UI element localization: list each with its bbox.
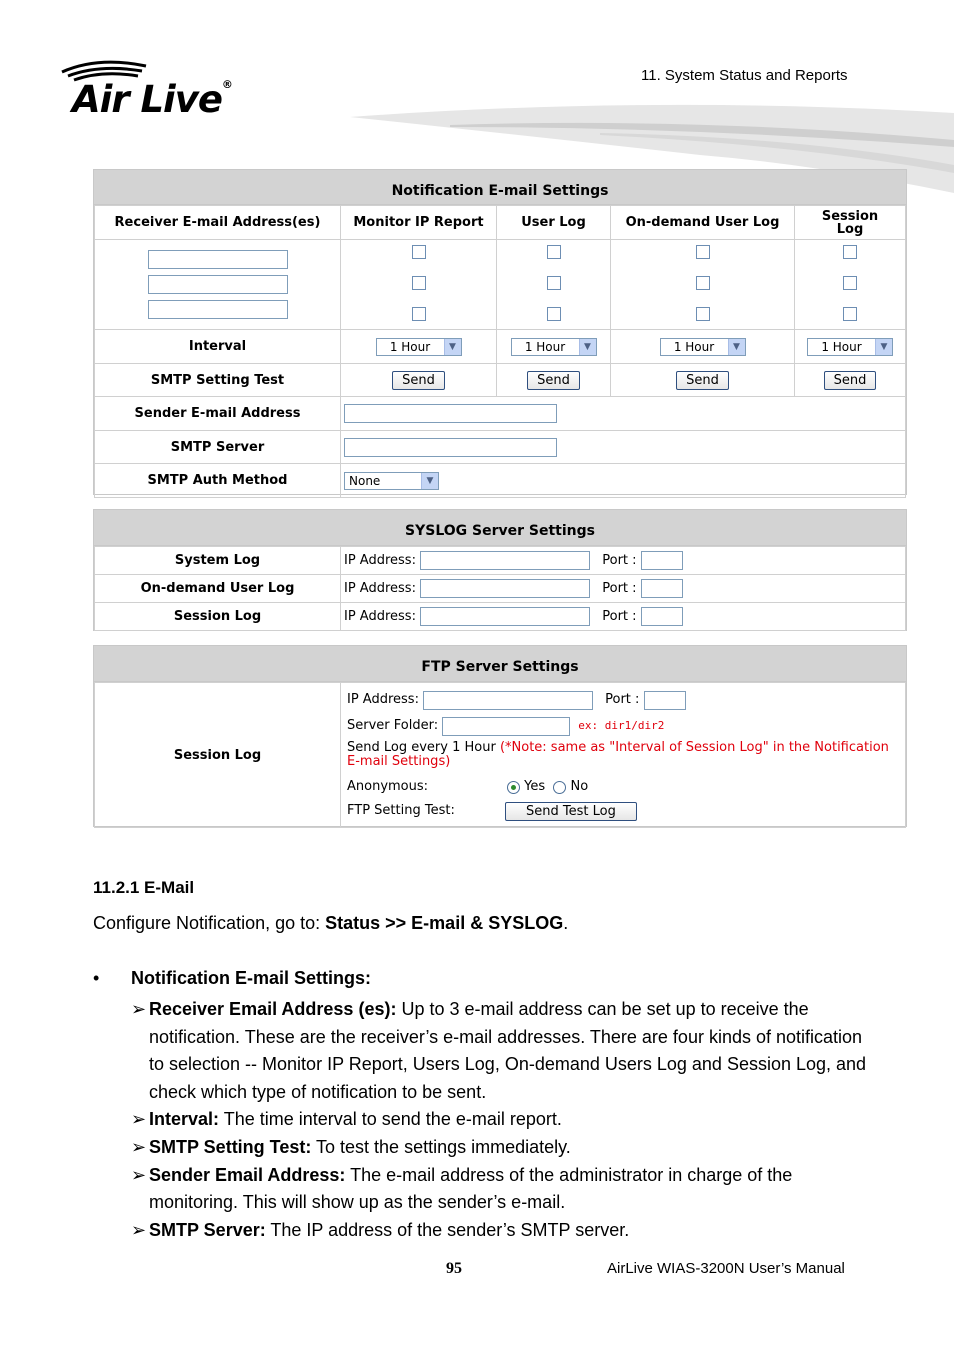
port-label: Port : xyxy=(602,609,637,624)
column-ondemand-log: On-demand User Log xyxy=(611,206,795,240)
ftp-port-label: Port : xyxy=(605,692,640,707)
send-button-ondemand[interactable]: Send xyxy=(676,371,729,390)
interval-select-user[interactable]: 1 Hour ▼ xyxy=(511,338,597,356)
ftp-settings-panel xyxy=(93,645,907,827)
syslog-settings-panel xyxy=(93,509,907,631)
ondemand-log-checkbox-2[interactable] xyxy=(696,276,710,290)
chevron-down-icon: ▼ xyxy=(421,473,438,489)
user-log-checkbox-1[interactable] xyxy=(547,245,561,259)
receiver-email-input-3[interactable] xyxy=(148,300,288,319)
ftp-session-label: Session Log xyxy=(95,683,341,828)
manual-title: AirLive WIAS-3200N User’s Manual xyxy=(607,1260,845,1277)
chevron-down-icon: ▼ xyxy=(579,339,596,355)
smtp-server-input[interactable] xyxy=(344,438,557,457)
ip-label: IP Address: xyxy=(344,609,416,624)
ftp-folder-hint: ex: dir1/dir2 xyxy=(578,719,665,732)
port-label: Port : xyxy=(602,553,637,568)
list-item: ➢ SMTP Server: The IP address of the sender’s SMTP server. xyxy=(131,1219,630,1240)
column-receiver: Receiver E-mail Address(es) xyxy=(95,206,341,240)
bullet-heading: • Notification E-mail Settings: xyxy=(93,968,372,988)
interval-select-ondemand[interactable]: 1 Hour ▼ xyxy=(660,338,746,356)
anon-no-radio[interactable] xyxy=(553,781,566,794)
sender-email-input[interactable] xyxy=(344,404,557,423)
receiver-email-input-2[interactable] xyxy=(148,275,288,294)
ftp-send-every: Send Log every 1 Hour xyxy=(347,740,496,755)
chevron-down-icon: ▼ xyxy=(444,339,461,355)
sender-email-label: Sender E-mail Address xyxy=(95,397,341,431)
ondemand-log-checkbox-1[interactable] xyxy=(696,245,710,259)
syslog-ondemand-label: On-demand User Log xyxy=(95,575,341,603)
syslog-session-ip-input[interactable] xyxy=(420,607,590,626)
intro-paragraph: Configure Notification, go to: Status >> E-mail & SYSLOG. xyxy=(93,913,569,933)
list-item: ➢ Sender Email Address: The e-mail address of the administrator in charge of the monitoring. This will show up as the sender’s e-mail. xyxy=(131,1164,793,1213)
ftp-ip-input[interactable] xyxy=(423,691,593,710)
column-user-log: User Log xyxy=(497,206,611,240)
ftp-anon-label: Anonymous: xyxy=(347,779,429,794)
chevron-down-icon: ▼ xyxy=(728,339,745,355)
interval-label: Interval xyxy=(95,330,341,364)
interval-select-session[interactable]: 1 Hour ▼ xyxy=(807,338,893,356)
anon-yes-radio[interactable] xyxy=(507,781,520,794)
anon-no-label: No xyxy=(570,779,589,794)
brand-logo: Air Live® xyxy=(72,78,232,121)
settings-description-list xyxy=(131,996,871,1244)
ip-label: IP Address: xyxy=(344,553,416,568)
monitor-ip-checkbox-1[interactable] xyxy=(412,245,426,259)
list-item: ➢ Interval: The time interval to send the e-mail report. xyxy=(131,1109,562,1130)
list-item: ➢ Receiver Email Address (es): Up to 3 e-mail address can be set up to receive the notification. These are the receiver’s e-mail addresses. There are four kinds of notification to selection -- Monitor IP Report, Users Log, On-demand Users Log and Session Log, and check which type of notification to be sent. xyxy=(131,999,867,1102)
section-heading: 11.2.1 E-Mail xyxy=(93,878,195,897)
smtp-auth-select[interactable]: None ▼ xyxy=(344,472,439,490)
column-session-log: Session Log xyxy=(795,206,906,240)
syslog-session-label: Session Log xyxy=(95,603,341,631)
send-button-monitor[interactable]: Send xyxy=(392,371,445,390)
syslog-system-port-input[interactable] xyxy=(641,551,683,570)
list-item: ➢ SMTP Setting Test: To test the settings immediately. xyxy=(131,1136,571,1157)
chapter-title: 11. System Status and Reports xyxy=(641,67,848,84)
send-button-session[interactable]: Send xyxy=(824,371,877,390)
anon-yes-label: Yes xyxy=(524,779,546,794)
syslog-ondemand-port-input[interactable] xyxy=(641,579,683,598)
session-log-checkbox-3[interactable] xyxy=(843,307,857,321)
chevron-down-icon: ▼ xyxy=(875,339,892,355)
notification-settings-panel xyxy=(93,169,907,495)
interval-select-monitor[interactable]: 1 Hour ▼ xyxy=(376,338,462,356)
monitor-ip-checkbox-3[interactable] xyxy=(412,307,426,321)
user-log-checkbox-3[interactable] xyxy=(547,307,561,321)
ip-label: IP Address: xyxy=(344,581,416,596)
syslog-system-label: System Log xyxy=(95,547,341,575)
port-label: Port : xyxy=(602,581,637,596)
page-number: 95 xyxy=(446,1260,462,1277)
receiver-email-input-1[interactable] xyxy=(148,250,288,269)
panel-title: Notification E-mail Settings xyxy=(94,170,906,205)
ftp-port-input[interactable] xyxy=(644,691,686,710)
smtp-auth-label: SMTP Auth Method xyxy=(95,464,341,498)
session-log-checkbox-2[interactable] xyxy=(843,276,857,290)
column-monitor-ip: Monitor IP Report xyxy=(341,206,497,240)
syslog-session-port-input[interactable] xyxy=(641,607,683,626)
ondemand-log-checkbox-3[interactable] xyxy=(696,307,710,321)
send-button-user[interactable]: Send xyxy=(527,371,580,390)
send-test-log-button[interactable]: Send Test Log xyxy=(505,802,637,821)
ftp-ip-label: IP Address: xyxy=(347,692,419,707)
syslog-system-ip-input[interactable] xyxy=(420,551,590,570)
smtp-test-label: SMTP Setting Test xyxy=(95,364,341,397)
smtp-server-label: SMTP Server xyxy=(95,431,341,464)
syslog-ondemand-ip-input[interactable] xyxy=(420,579,590,598)
user-log-checkbox-2[interactable] xyxy=(547,276,561,290)
monitor-ip-checkbox-2[interactable] xyxy=(412,276,426,290)
ftp-interval-note: (*Note: same as "Interval of Session Log" in the Notification E-mail Settings) xyxy=(347,740,889,769)
session-log-checkbox-1[interactable] xyxy=(843,245,857,259)
panel-title: FTP Server Settings xyxy=(94,646,906,682)
ftp-test-label: FTP Setting Test: xyxy=(347,803,455,818)
panel-title: SYSLOG Server Settings xyxy=(94,510,906,546)
ftp-folder-label: Server Folder: xyxy=(347,718,439,733)
ftp-folder-input[interactable] xyxy=(442,717,570,736)
